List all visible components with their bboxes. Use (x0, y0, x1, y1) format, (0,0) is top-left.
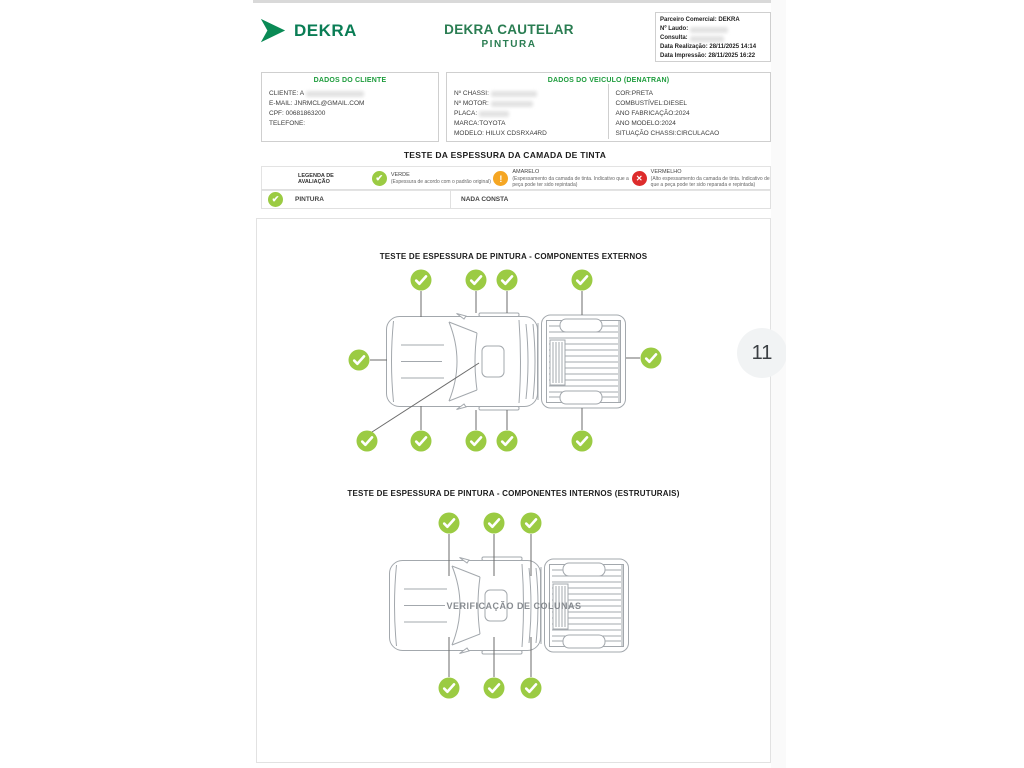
dekra-logo (259, 17, 357, 45)
info-consulta: Consulta: (660, 34, 766, 43)
legend-name: AMARELO (512, 169, 540, 175)
vehicle-right-column (609, 84, 771, 139)
page-right-gutter (771, 0, 786, 768)
check-icon (466, 431, 487, 452)
legend-desc: (Alto espessamento da camada de tinta. Indicativo de que a peça pode ter sido reparada e repintada) (650, 176, 770, 188)
exclamation-circle-icon: ! (493, 171, 508, 186)
report-page (239, 0, 786, 768)
redacted-value (306, 91, 364, 97)
legend-item-amarelo (493, 169, 631, 188)
report-title: DEKRA CAUTELAR (444, 22, 574, 37)
vehicle-marca: MARCA:TOYOTA (454, 120, 506, 127)
vehicle-modelo: MODELO: HILUX CDSRXA4RD (454, 130, 547, 137)
client-name: CLIENTE: A (269, 89, 431, 99)
vehicle-cor: COR:PRETA (615, 90, 653, 97)
test-section-title: TESTE DA ESPESSURA DA CAMADA DE TINTA (403, 150, 607, 160)
info-laudo: Nº Laudo: (660, 25, 766, 34)
legend-item-vermelho (632, 169, 770, 188)
result-item-label: PINTURA (295, 195, 324, 203)
check-circle-icon: ✔ (372, 171, 387, 186)
check-icon (349, 350, 370, 371)
check-icon (411, 431, 432, 452)
redacted-value (491, 101, 533, 107)
columns-verification-label: VERIFICAÇÃO DE COLUNAS (446, 601, 582, 611)
info-realizacao: Data Realização: 28/11/2025 14:14 (660, 44, 757, 50)
report-subtitle: PINTURA (481, 39, 537, 50)
row-divider (450, 189, 451, 209)
floating-count-badge[interactable]: 11 (737, 328, 786, 378)
vehicle-data-box (446, 72, 771, 142)
vehicle-ano-fabricacao: ANO FABRICAÇÃO:2024 (615, 110, 690, 117)
check-icon (484, 678, 505, 699)
check-icon (411, 270, 432, 291)
page-top-edge (253, 0, 771, 3)
legend-desc: (Espessura de acordo com o padrão original) (390, 179, 491, 185)
vehicle-combustivel: COMBUSTÍVEL:DIESEL (615, 100, 688, 107)
check-icon (484, 513, 505, 534)
vehicle-box-title: DADOS DO VEICULO (DENATRAN) (547, 77, 670, 84)
report-info-box (655, 12, 771, 62)
result-status: NADA CONSTA (461, 195, 509, 203)
report-title-block (359, 22, 659, 50)
check-icon (439, 678, 460, 699)
check-circle-icon: ✔ (268, 192, 283, 207)
check-icon (466, 270, 487, 291)
redacted-value (491, 91, 537, 97)
external-components-diagram (339, 268, 679, 460)
external-diagram-title: TESTE DE ESPESSURA DE PINTURA - COMPONENTES EXTERNOS (379, 252, 648, 261)
check-icon (497, 431, 518, 452)
redacted-value (479, 111, 509, 117)
check-icon (521, 513, 542, 534)
pointer-line-roof (372, 363, 479, 432)
client-cpf: CPF: 00681863200 (269, 110, 326, 117)
vehicle-left-column (447, 84, 609, 139)
check-icon (572, 270, 593, 291)
client-phone: TELEFONE: (269, 120, 306, 127)
legend-name: VERMELHO (650, 169, 682, 175)
dekra-arrow-icon (259, 17, 287, 45)
logo-text: DEKRA (294, 21, 357, 40)
vehicle-motor: Nº MOTOR: (454, 99, 601, 109)
vehicle-ano-modelo: ANO MODELO:2024 (615, 120, 676, 127)
info-parceiro: Parceiro Comercial: DEKRA (660, 17, 740, 23)
check-icon (572, 431, 593, 452)
client-data-box (261, 72, 439, 142)
legend-desc: (Espessamento da camada de tinta. Indicativo que a peça pode ter sido repintada) (512, 176, 629, 188)
redacted-value (690, 36, 724, 42)
legend-item-verde (372, 171, 494, 186)
vehicle-situacao-chassi: SITUAÇÃO CHASSI:CIRCULACAO (615, 130, 720, 137)
client-email: E-MAIL: JNRMCL@GMAIL.COM (269, 100, 365, 107)
info-impressao: Data Impressão: 28/11/2025 16:22 (660, 53, 756, 59)
truck-top-view (387, 313, 626, 410)
check-icon (357, 431, 378, 452)
legend-strip (261, 166, 771, 191)
result-row-pintura (261, 189, 771, 209)
vehicle-placa: PLACA: (454, 109, 601, 119)
check-icon (521, 678, 542, 699)
vehicle-chassi: Nº CHASSI: (454, 89, 601, 99)
legend-label: LEGENDA DE AVALIAÇÃO (298, 172, 334, 185)
internal-diagram-title: TESTE DE ESPESSURA DE PINTURA - COMPONENTES INTERNOS (ESTRUTURAIS) (347, 489, 680, 498)
legend-name: VERDE (390, 172, 410, 178)
client-box-title: DADOS DO CLIENTE (313, 77, 387, 84)
x-circle-icon: ✕ (632, 171, 647, 186)
check-icon (497, 270, 518, 291)
check-icon (641, 348, 662, 369)
redacted-value (690, 27, 728, 33)
check-icon (439, 513, 460, 534)
